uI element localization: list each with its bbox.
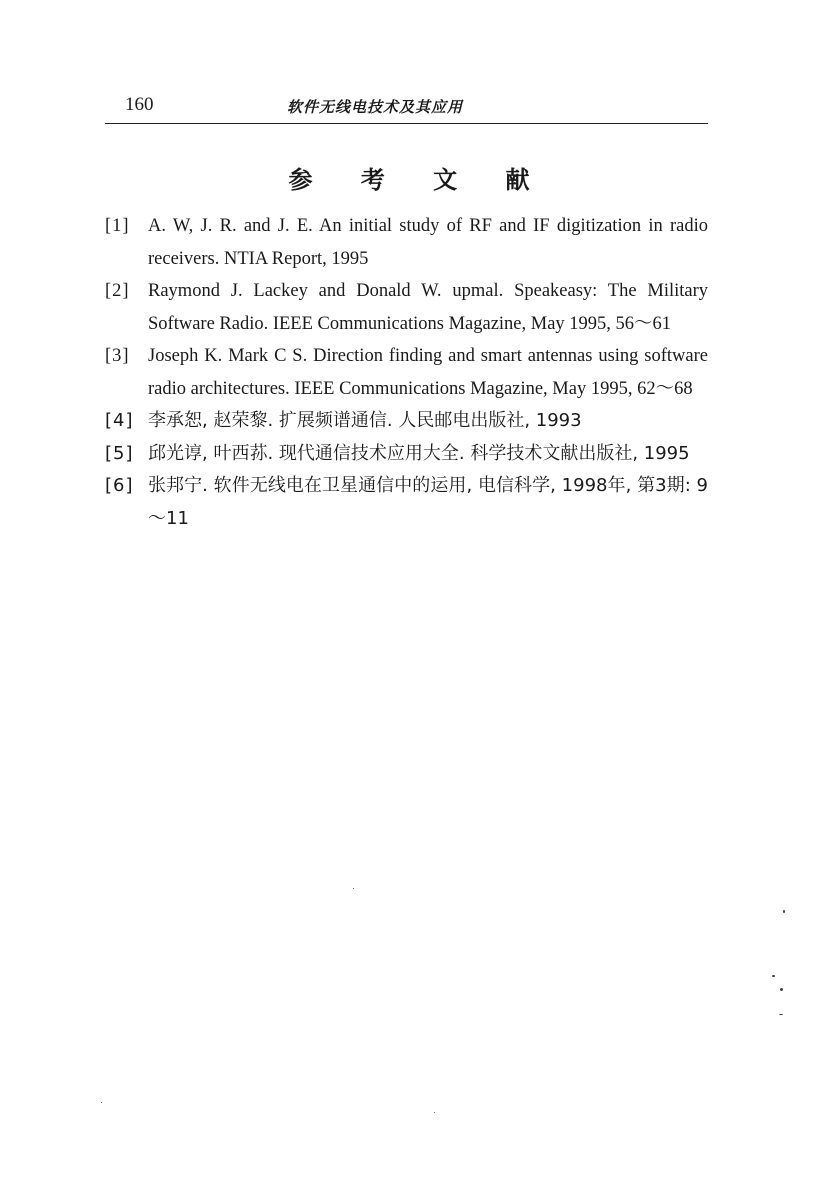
reference-item-1 [105,210,708,275]
scan-speck [434,1112,435,1113]
reference-text: 李承恕, 赵荣黎. 扩展频谱通信. 人民邮电出版社, 1993 [148,410,582,431]
reference-item-4 [105,405,708,438]
reference-item-6 [105,470,708,535]
reference-number: [1] [105,216,130,236]
scan-speck [101,1102,102,1103]
page-header [105,90,708,124]
reference-number: [3] [105,346,130,366]
reference-text: 邱光谆, 叶西荪. 现代通信技术应用大全. 科学技术文献出版社, 1995 [148,442,690,464]
reference-text: A. W, J. R. and J. E. An initial study of RF and IF digitization in radio receivers. NTIA Report, 1995 [148,216,708,269]
scan-speck [772,975,775,977]
section-title: 参 考 文 献 [288,165,550,194]
running-title: 软件无线电技术及其应用 [287,98,464,116]
reference-text: Raymond J. Lackey and Donald W. upmal. Speakeasy: The Military Software Radio. IEEE Communications Magazine, May 1995, 56～61 [148,281,708,334]
header-rule [105,123,708,124]
reference-item-3 [105,340,708,405]
reference-number: [5] [105,442,134,464]
reference-text: Joseph K. Mark C S. Direction finding and smart antennas using software radio architectures. IEEE Communications Magazine, May 1995, 62～68 [148,346,708,399]
reference-number: [6] [105,475,134,496]
reference-text: 张邦宁. 软件无线电在卫星通信中的运用, 电信科学, 1998年, 第3期: 9～11 [148,475,708,529]
reference-list [105,210,708,535]
scan-speck [353,888,354,889]
reference-number: [4] [105,410,134,431]
scan-speck [779,1014,783,1015]
reference-item-2 [105,275,708,340]
scan-speck [783,910,785,913]
reference-number: [2] [105,281,130,301]
scan-speck [780,988,783,991]
page-number: 160 [125,94,154,115]
reference-item-5 [105,438,708,471]
